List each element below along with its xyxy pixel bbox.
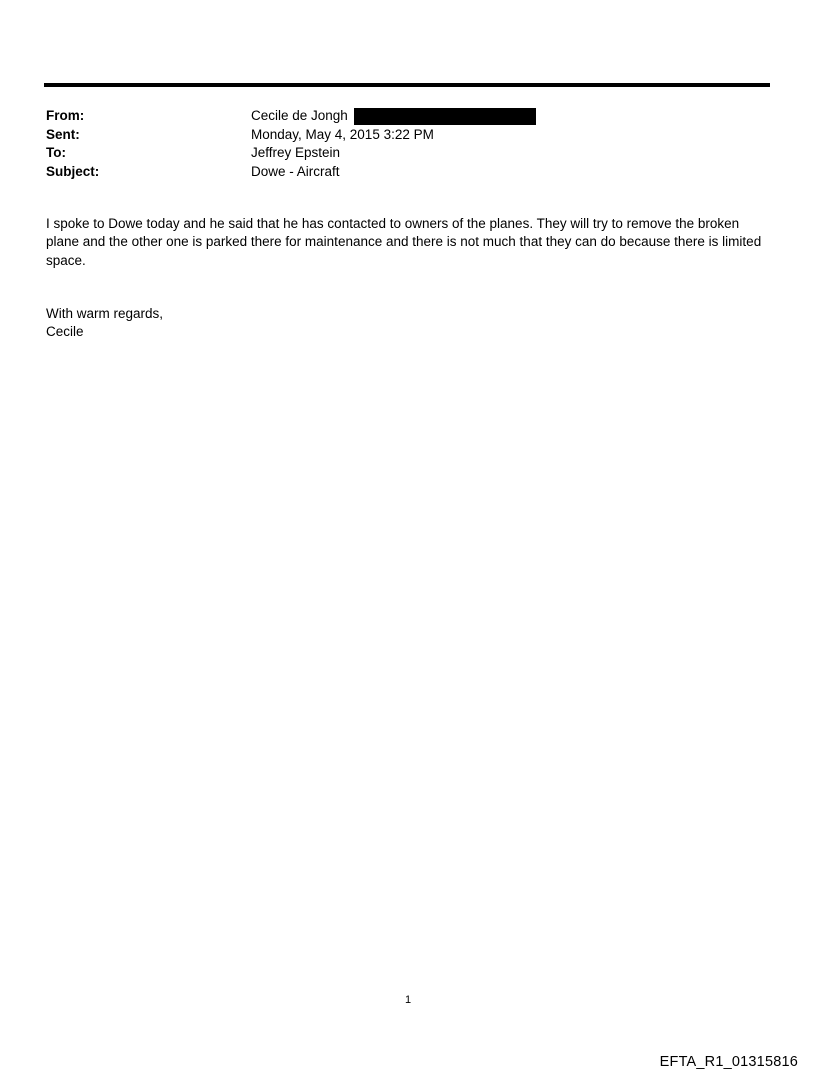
page-number: 1 xyxy=(404,994,412,1006)
header-label-from: From: xyxy=(46,108,85,123)
header-value-from xyxy=(251,107,536,126)
header-label-to: To: xyxy=(46,145,66,160)
header-row-to xyxy=(46,144,772,163)
header-value-sent: Monday, May 4, 2015 3:22 PM xyxy=(251,126,434,142)
header-value-from-text: Cecile de Jongh xyxy=(251,108,348,123)
header-value-subject: Dowe - Aircraft xyxy=(251,163,340,179)
header-row-from xyxy=(46,107,772,126)
signature-closing: With warm regards, xyxy=(46,306,164,321)
header-row-subject xyxy=(46,163,772,182)
header-row-sent xyxy=(46,126,772,145)
header-label-subject: Subject: xyxy=(46,163,100,179)
redaction-bar-from xyxy=(354,108,536,125)
header-label-sent: Sent: xyxy=(46,126,80,142)
header-value-to: Jeffrey Epstein xyxy=(251,145,341,160)
email-signature xyxy=(46,305,446,342)
header-divider-rule xyxy=(44,83,770,87)
signature-name: Cecile xyxy=(46,324,84,340)
bates-number: EFTA_R1_01315816 xyxy=(659,1054,798,1070)
email-header-block xyxy=(46,107,772,181)
email-body: I spoke to Dowe today and he said that he has contacted to owners of the planes. They will try to remove the broken plane and the other one is parked there for maintenance and there is not much that they can do because there is limited space. xyxy=(46,216,762,268)
